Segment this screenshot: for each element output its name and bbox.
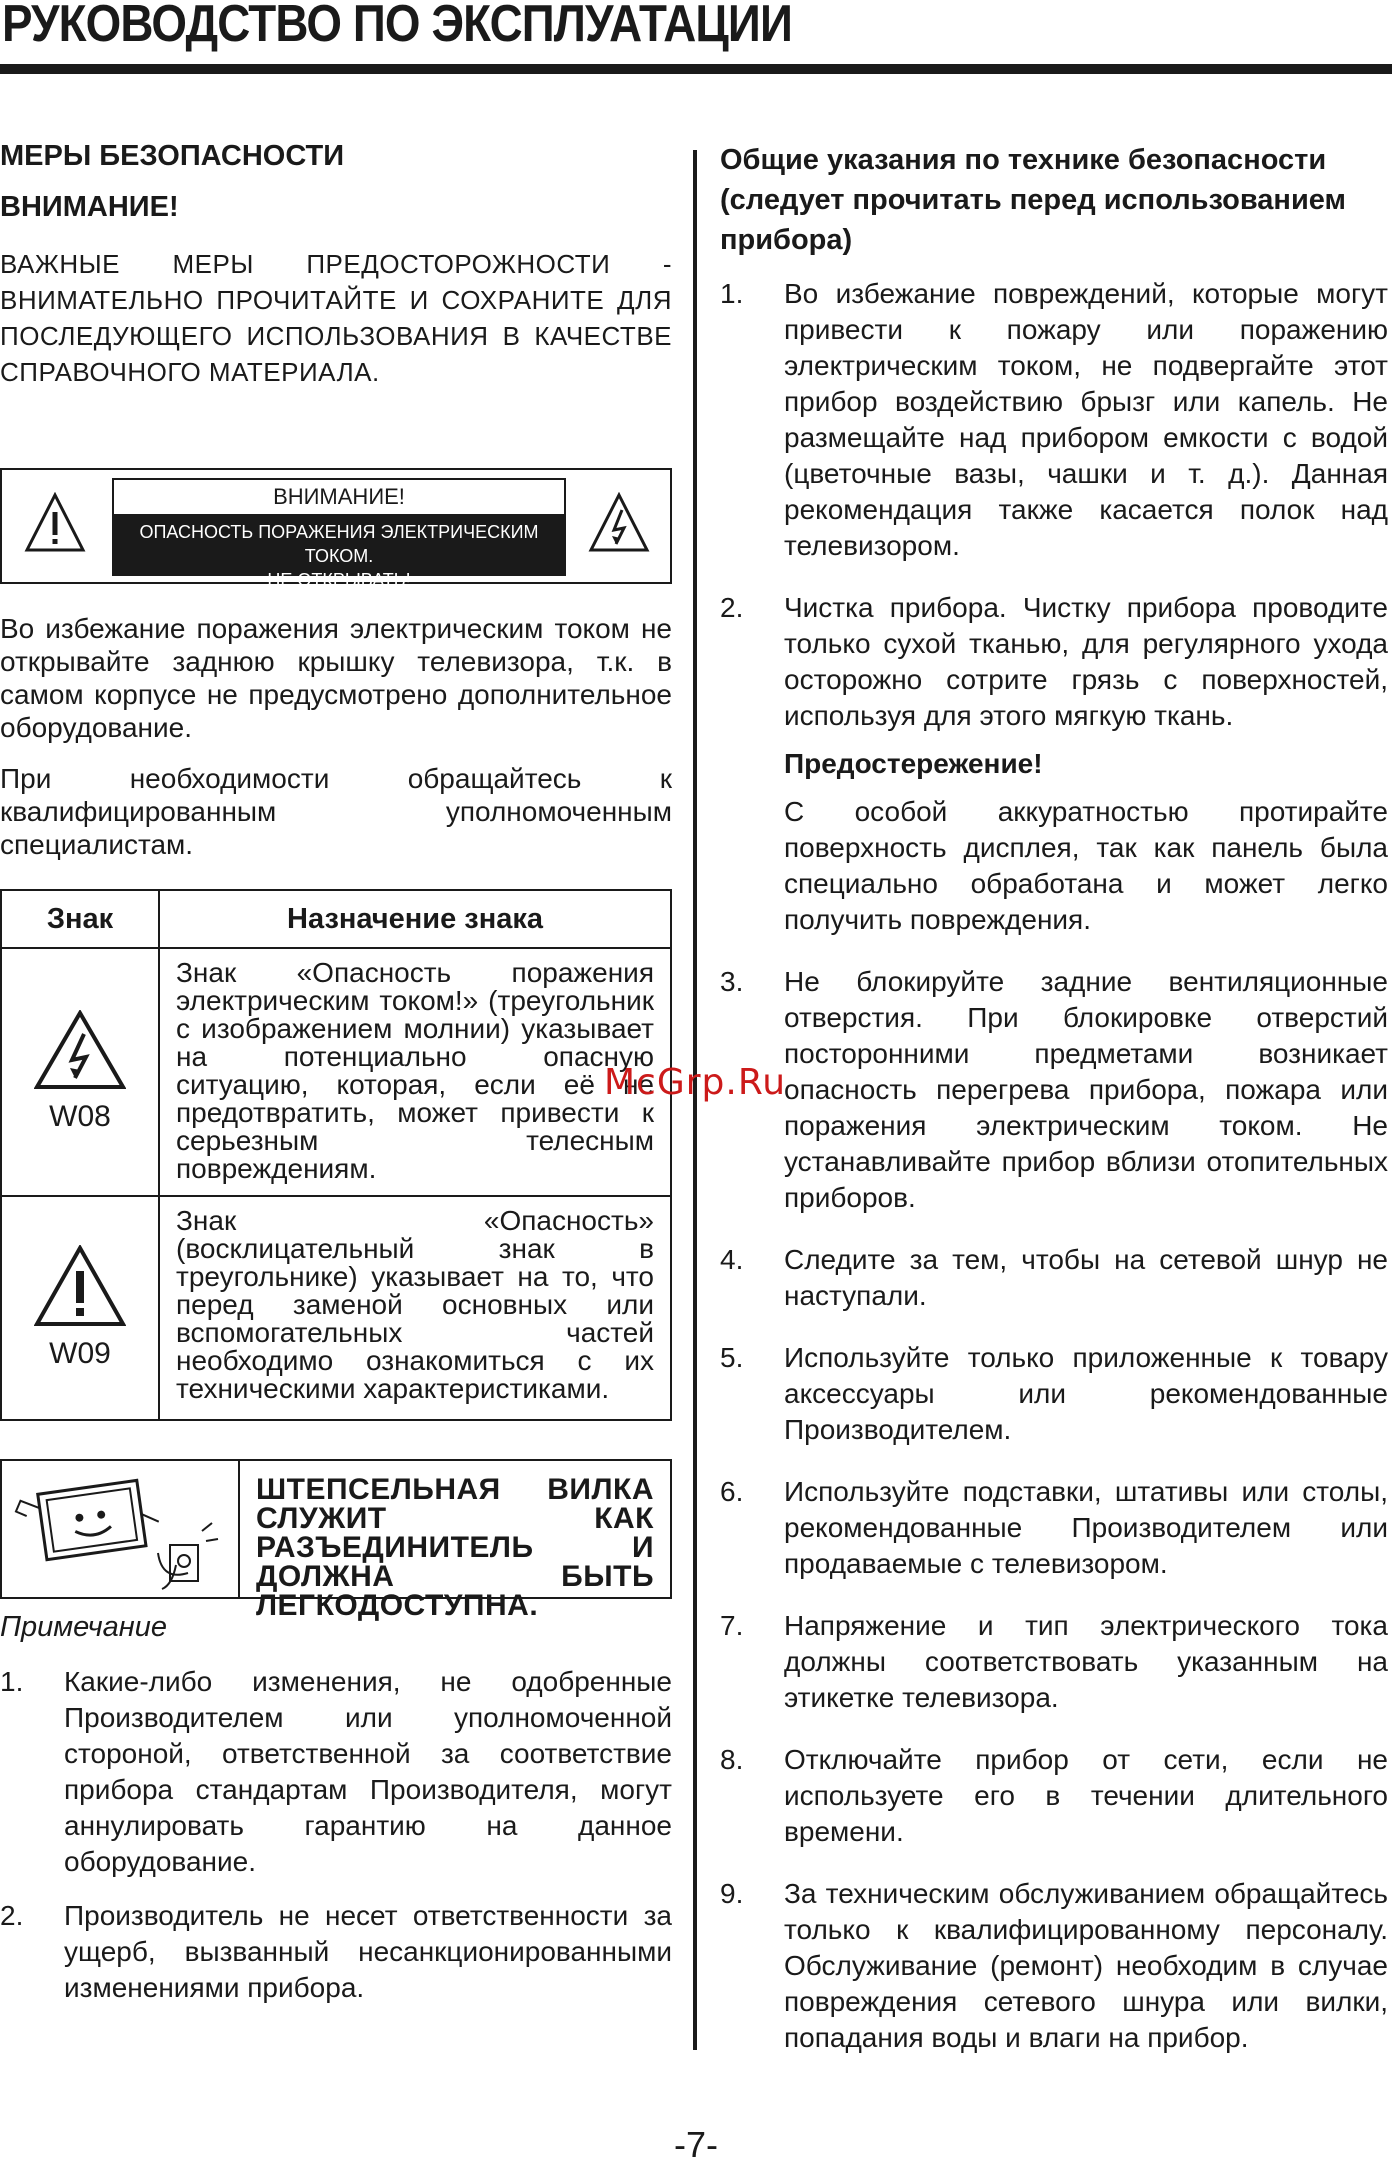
list-item bbox=[720, 590, 1388, 938]
page-number: -7- bbox=[674, 2124, 718, 2165]
page-title: РУКОВОДСТВО ПО ЭКСПЛУАТАЦИИ bbox=[2, 0, 792, 53]
list-item bbox=[720, 964, 1388, 1216]
paragraph-no-open: Во избежание поражения электрическим током не открывайте заднюю крышку телевизора, т.к. в самом корпусе не предусмотрено дополнительное оборудование. bbox=[0, 613, 672, 743]
watermark: McGrp.Ru bbox=[604, 1062, 787, 1103]
section-title: МЕРЫ БЕЗОПАСНОСТИ bbox=[0, 140, 345, 172]
lightning-triangle-icon bbox=[34, 1010, 126, 1090]
plug-warning-text: ШТЕПСЕЛЬНАЯ ВИЛКА СЛУЖИТ КАК РАЗЪЕДИНИТЕЛЬ И ДОЛЖНА БЫТЬ ЛЕГКОДОСТУПНА. bbox=[256, 1473, 654, 1622]
list-item-text: За техническим обслуживанием обращайтесь только к квалифицированному персоналу. Обслуживание (ремонт) необходим в случае повреждения сетевого шнура или вилки, попадания воды и влаги на прибор. bbox=[784, 1878, 1388, 2053]
caution-label-line2: НЕ ОТКРЫВАТЬ! bbox=[267, 570, 411, 590]
list-item-text: Используйте только приложенные к товару аксессуары или рекомендованные Производителем. bbox=[784, 1342, 1388, 1445]
list-item-text: Какие-либо изменения, не одобренные Производителем или уполномоченной стороной, ответственной за соответствие прибора стандартам Производителя, могут аннулировать гарантию на данное оборудование. bbox=[64, 1666, 672, 1877]
table-cell-sign bbox=[2, 1197, 160, 1419]
list-item-number: 4. bbox=[720, 1244, 744, 1275]
exclamation-triangle-icon bbox=[34, 1245, 126, 1327]
list-item-number: 8. bbox=[720, 1744, 744, 1775]
caution-label-line1: ОПАСНОСТЬ ПОРАЖЕНИЯ ЭЛЕКТРИЧЕСКИМ ТОКОМ. bbox=[139, 522, 539, 566]
plug-warning-box bbox=[0, 1459, 672, 1622]
table-row bbox=[2, 1195, 670, 1419]
table-cell-sign bbox=[2, 949, 160, 1195]
list-item bbox=[0, 1664, 672, 1880]
caution-subtext: С особой аккуратностью протирайте поверхность дисплея, так как панель была специально обработана и может легко получить повреждения. bbox=[784, 796, 1388, 935]
caution-label-title: ВНИМАНИЕ! bbox=[114, 480, 564, 514]
list-item-text: Не блокируйте задние вентиляционные отверстия. При блокировке отверстий посторонними предметами возникает опасность перегрева прибора, пожара или поражения электрическим током. Не устанавливайте прибор вблизи отопительных приборов. bbox=[784, 966, 1388, 1213]
warning-title: ВНИМАНИЕ! bbox=[0, 191, 179, 223]
list-item bbox=[720, 1242, 1388, 1314]
list-item-number: 6. bbox=[720, 1476, 744, 1507]
list-item-text: Используйте подставки, штативы или столы, рекомендованные Производителем или продаваемые с телевизором. bbox=[784, 1476, 1388, 1579]
caution-label-body bbox=[114, 514, 564, 590]
caution-label bbox=[112, 478, 566, 590]
safety-instructions-list bbox=[720, 276, 1388, 2056]
list-item bbox=[720, 276, 1388, 564]
list-item-number: 2. bbox=[720, 592, 744, 623]
tv-with-plug-icon bbox=[2, 1461, 234, 1597]
list-item-text: Во избежание повреждений, которые могут привести к пожару или поражению электрическим током, не подвергайте этот прибор воздействию брызг или капель. Не размещайте над прибором емкости с водой (цветочные вазы, чашки и т. д.). Данная рекомендация также касается полок над телевизором. bbox=[784, 278, 1388, 561]
list-item-number: 5. bbox=[720, 1342, 744, 1373]
tv-plug-illustration bbox=[2, 1461, 240, 1597]
sign-description: Знак «Опасность» (восклицательный знак в треугольнике) указывает на то, что перед заменой основных или вспомогательных частей необходимо ознакомиться с их техническими характеристиками. bbox=[176, 1205, 654, 1404]
general-safety-title: Общие указания по технике безопасности (следует прочитать перед использованием прибора) bbox=[720, 144, 1346, 256]
sign-code: W09 bbox=[49, 1337, 111, 1370]
list-item bbox=[720, 1340, 1388, 1448]
paragraph-contact-specialist: При необходимости обращайтесь к квалифицированным уполномоченным специалистам. bbox=[0, 763, 672, 860]
list-item bbox=[720, 1742, 1388, 1850]
list-item-text: Напряжение и тип электрического тока должны соответствовать указанным на этикетке телевизора. bbox=[784, 1610, 1388, 1713]
notes-list bbox=[0, 1664, 672, 2006]
header-rule bbox=[0, 64, 1392, 74]
exclamation-triangle-icon bbox=[24, 492, 86, 554]
list-item-number: 2. bbox=[0, 1900, 24, 1931]
sign-description: Знак «Опасность поражения электрическим током!» (треугольник с изображением молнии) указывает на потенциально опасную ситуацию, которая, если её не предотвратить, может привести к серьезным телесным повреждениям. bbox=[176, 957, 654, 1184]
list-item bbox=[720, 1608, 1388, 1716]
signs-table bbox=[0, 889, 672, 1421]
list-item bbox=[720, 1474, 1388, 1582]
list-item-text: Отключайте прибор от сети, если не используете его в течении длительного времени. bbox=[784, 1744, 1388, 1847]
table-header-purpose: Назначение знака bbox=[287, 902, 543, 935]
caution-label-box bbox=[0, 468, 672, 590]
right-column bbox=[720, 140, 1388, 2082]
list-item bbox=[0, 1898, 672, 2006]
list-item bbox=[720, 1876, 1388, 2056]
sign-code: W08 bbox=[49, 1100, 111, 1133]
table-header-row bbox=[2, 891, 670, 947]
list-item-number: 9. bbox=[720, 1878, 744, 1909]
table-row bbox=[2, 947, 670, 1195]
list-item-text: Следите за тем, чтобы на сетевой шнур не наступали. bbox=[784, 1244, 1388, 1311]
list-item-number: 3. bbox=[720, 966, 744, 997]
left-column bbox=[0, 140, 672, 2024]
caps-paragraph: ВАЖНЫЕ МЕРЫ ПРЕДОСТОРОЖНОСТИ - ВНИМАТЕЛЬНО ПРОЧИТАЙТЕ И СОХРАНИТЕ ДЛЯ ПОСЛЕДУЮЩЕГО ИСПОЛЬЗОВАНИЯ В КАЧЕСТВЕ СПРАВОЧНОГО МАТЕРИАЛА. bbox=[0, 249, 672, 387]
list-item-number: 7. bbox=[720, 1610, 744, 1641]
note-title: Примечание bbox=[0, 1611, 168, 1643]
lightning-triangle-icon bbox=[588, 492, 650, 554]
list-item-number: 1. bbox=[0, 1666, 24, 1697]
table-header-sign: Знак bbox=[2, 891, 160, 947]
list-item-text: Производитель не несет ответственности за ущерб, вызванный несанкционированными изменениями прибора. bbox=[64, 1900, 672, 2003]
caution-subheading: Предостережение! bbox=[784, 748, 1043, 779]
list-item-text: Чистка прибора. Чистку прибора проводите только сухой тканью, для регулярного ухода осторожно сотрите грязь с поверхностей, используя для этого мягкую ткань. bbox=[784, 592, 1388, 731]
list-item-number: 1. bbox=[720, 278, 744, 309]
